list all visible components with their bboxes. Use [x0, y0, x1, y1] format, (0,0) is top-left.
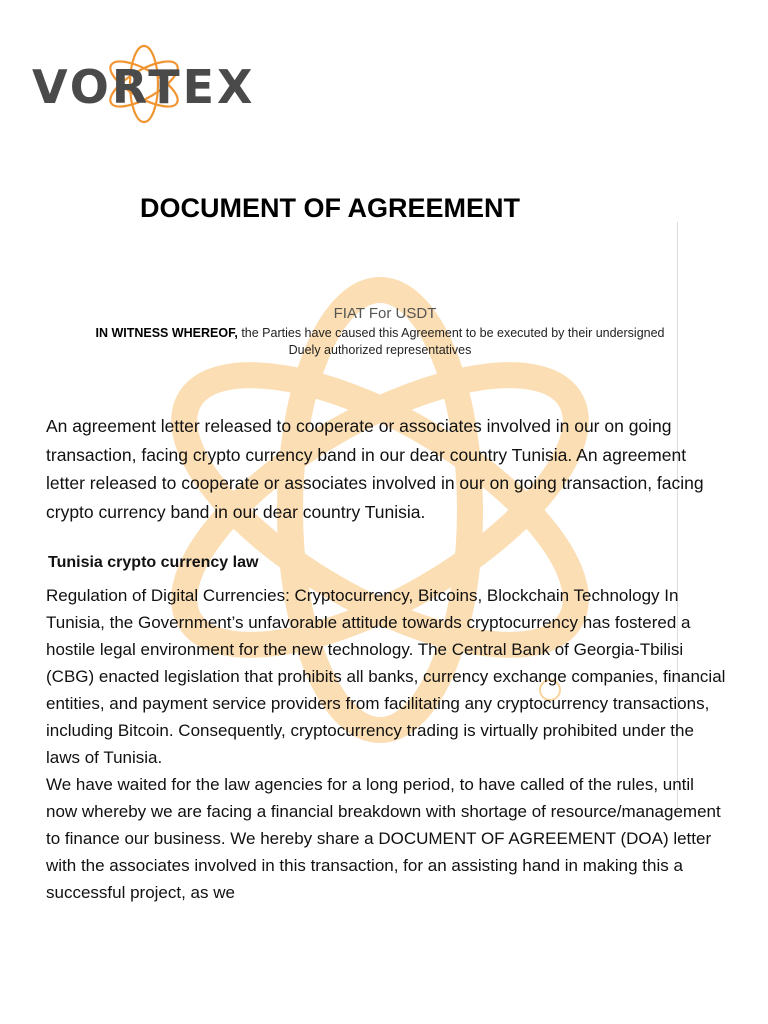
witness-text: the Parties have caused this Agreement to be executed by their undersigned Duely authorized representatives — [237, 326, 665, 357]
witness-statement — [80, 325, 680, 359]
intro-paragraph: An agreement letter released to cooperate or associates involved in our on going transaction, facing crypto currency band in our dear country Tunisia. An agreement letter released to cooperate or associates involved in our on going transaction, facing crypto currency band in our dear country Tunisia. — [46, 416, 704, 522]
section-heading: Tunisia crypto currency law — [48, 554, 259, 571]
subtitle: FIAT For USDT — [333, 305, 437, 322]
vortex-logo — [32, 42, 256, 132]
witness-label: IN WITNESS WHEREOF, — [95, 326, 238, 340]
document-title: DOCUMENT OF AGREEMENT — [140, 193, 520, 223]
law-paragraph: Regulation of Digital Currencies: Cryptocurrency, Bitcoins, Blockchain Technology In Tunisia, the Government’s unfavorable attitude towards cryptocurrency has fostered a hostile legal environment for the new technology. The Central Bank of Georgia-Tbilisi (CBG) enacted legislation that prohibits all banks, currency exchange companies, financial entities, and payment service providers from facilitating any cryptocurrency transactions, including Bitcoin. Consequently, cryptocurrency trading is virtually prohibited under the laws of Tunisia. — [46, 586, 726, 767]
logo-wordmark: VORTEX — [32, 60, 256, 114]
body-text — [46, 582, 726, 906]
agreement-paragraph: We have waited for the law agencies for a long period, to have called of the rules, until now whereby we are facing a financial breakdown with shortage of resource/management to finance our business. We hereby share a DOCUMENT OF AGREEMENT (DOA) letter with the associates involved in this transaction, for an assisting hand in making this a successful project, as we — [46, 775, 721, 902]
